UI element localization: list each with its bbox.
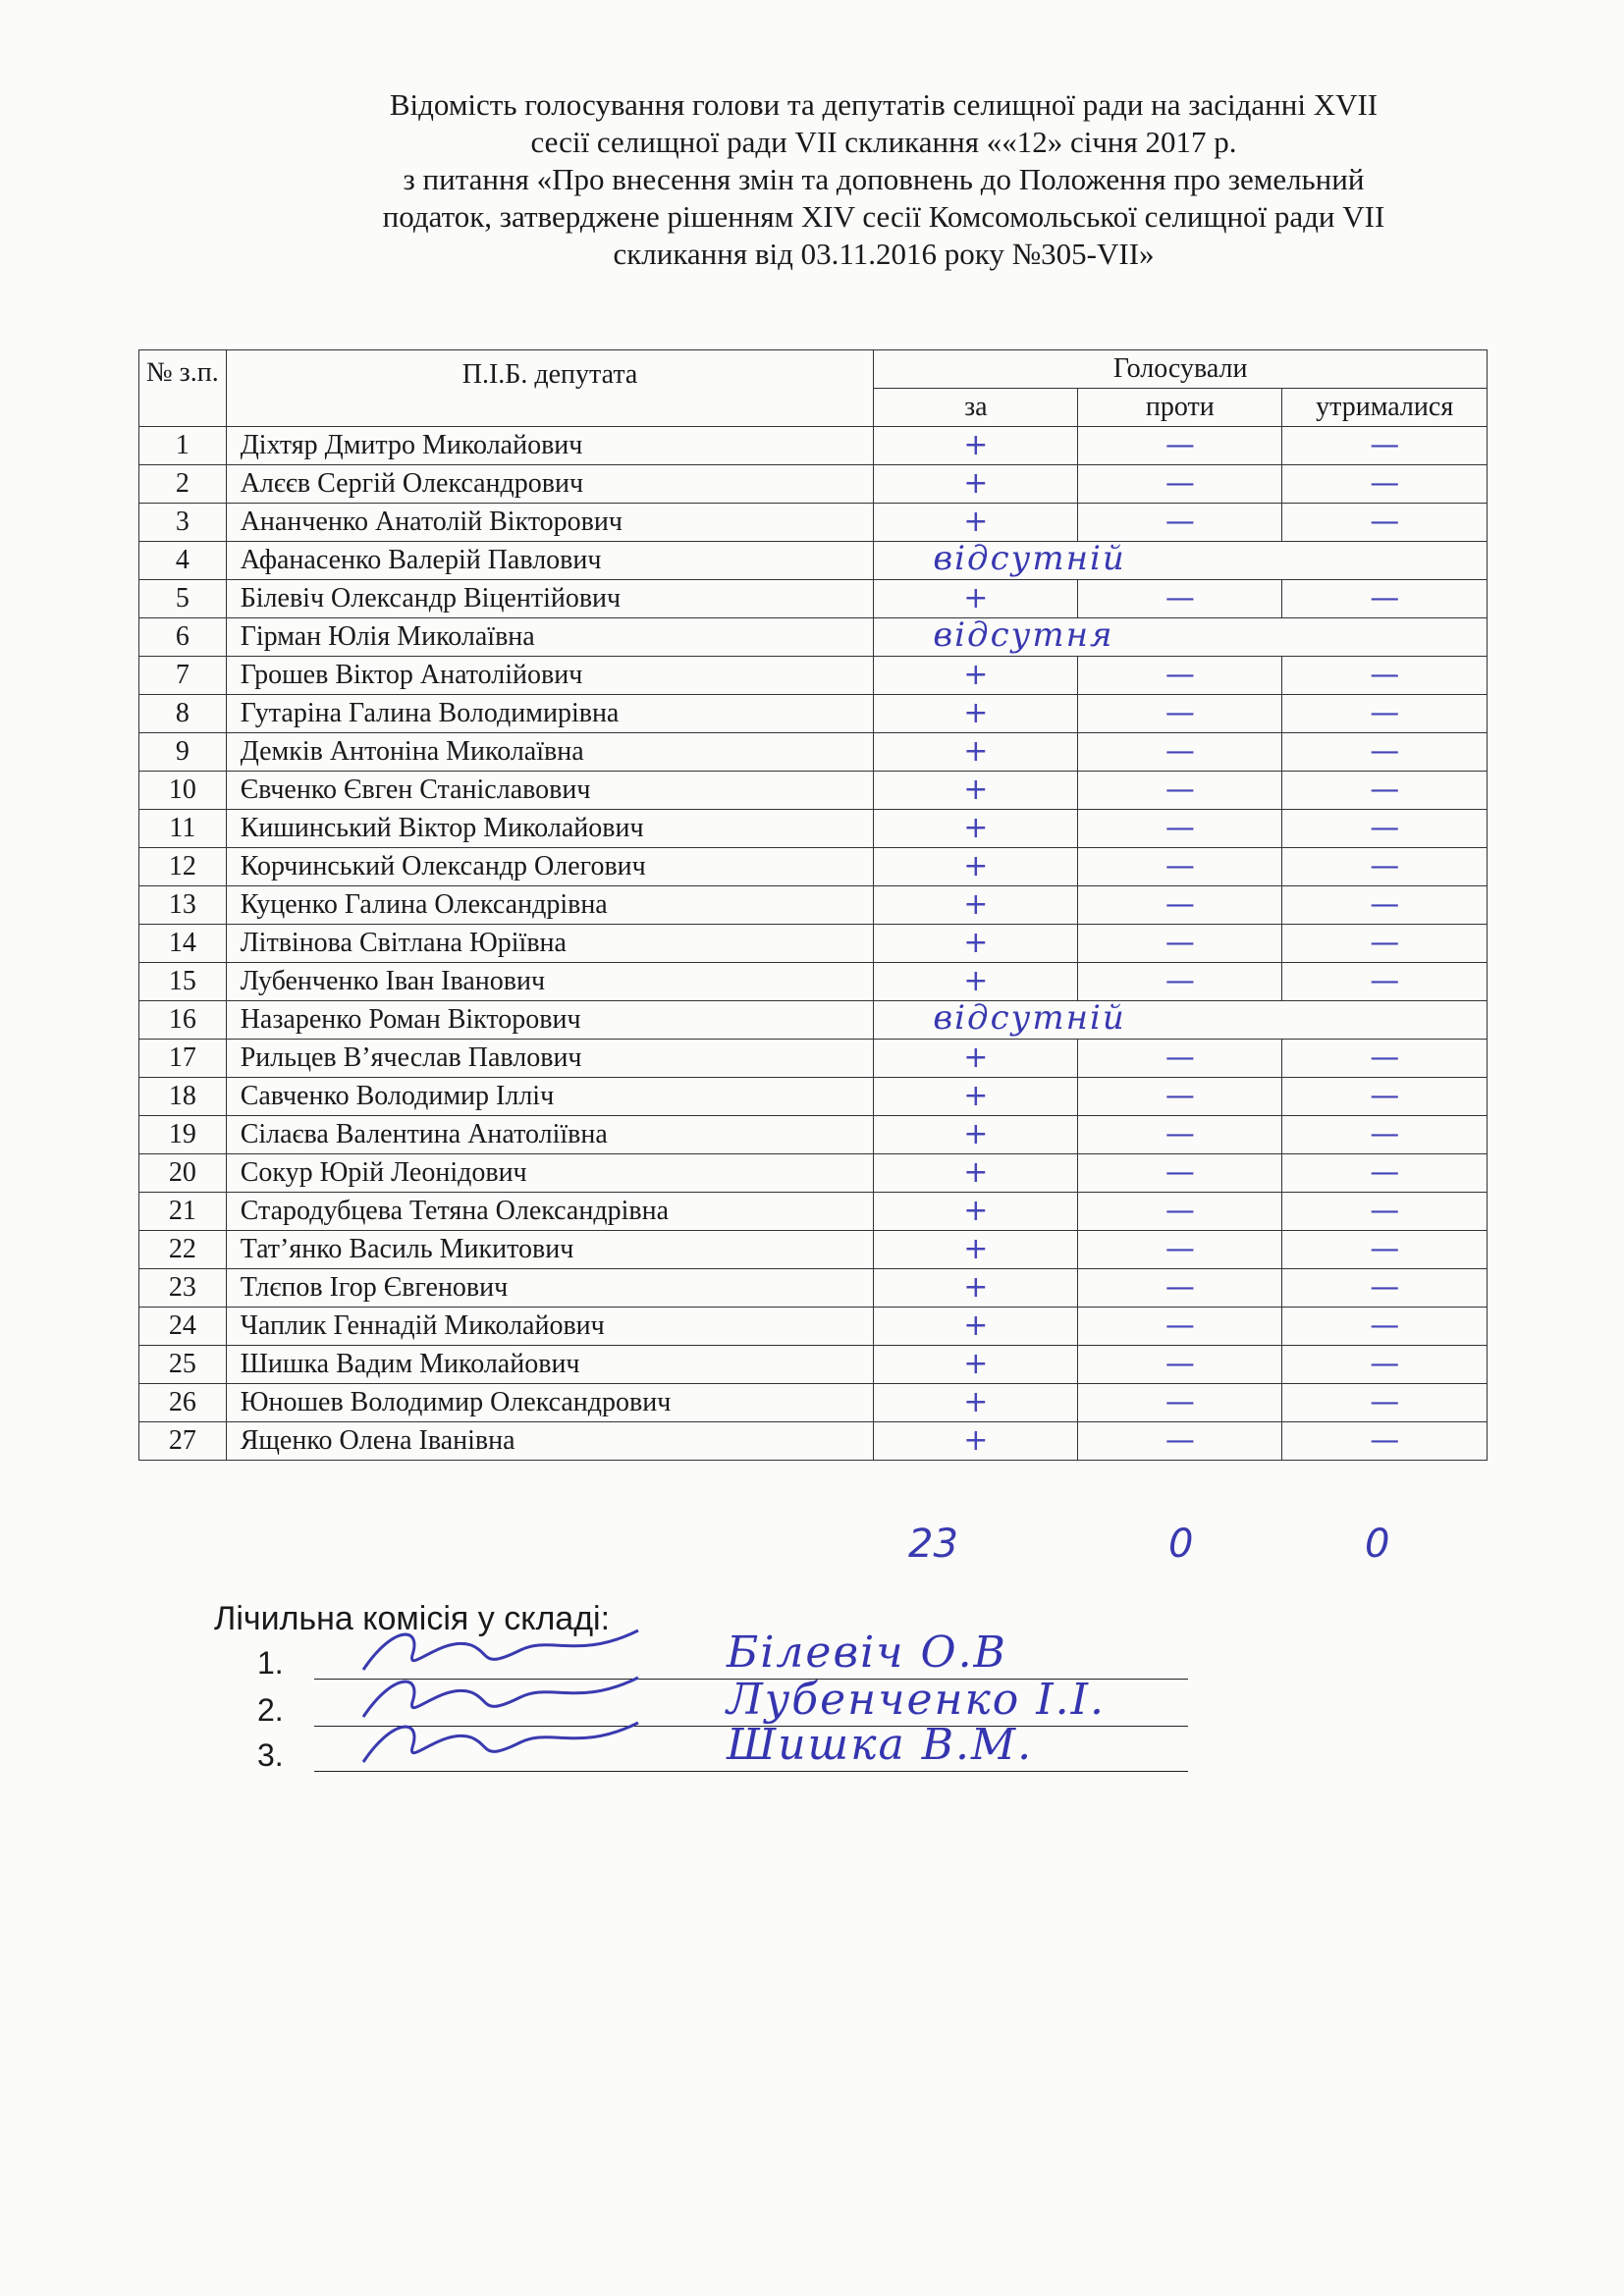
row-num: 25 <box>139 1346 227 1384</box>
vote-for-mark: + <box>874 886 1078 925</box>
deputy-name: Куценко Галина Олександрівна <box>226 886 874 925</box>
table-row <box>139 580 1488 618</box>
table-row <box>139 772 1488 810</box>
vote-against-mark: — <box>1078 1422 1282 1461</box>
absent-mark: відсутній <box>933 539 1126 578</box>
row-num: 21 <box>139 1193 227 1231</box>
commission-label: Лічильна комісія у складі: <box>214 1600 611 1637</box>
row-num: 19 <box>139 1116 227 1154</box>
vote-for-mark: + <box>874 925 1078 963</box>
row-num: 15 <box>139 963 227 1001</box>
header-for: за <box>874 389 1078 427</box>
deputy-name: Лубенченко Іван Іванович <box>226 963 874 1001</box>
vote-abstained-mark: — <box>1282 733 1488 772</box>
title-line-2: сесії селищної ради VII скликання ««12» січня 2017 р. <box>530 125 1237 159</box>
deputy-name: Ященко Олена Іванівна <box>226 1422 874 1461</box>
table-row <box>139 1078 1488 1116</box>
deputy-name: Сокур Юрій Леонідович <box>226 1154 874 1193</box>
vote-abstained-mark: — <box>1282 848 1488 886</box>
vote-abstained-mark: — <box>1282 772 1488 810</box>
vote-against-mark: — <box>1078 1384 1282 1422</box>
vote-against-mark: — <box>1078 1154 1282 1193</box>
deputy-name: Савченко Володимир Ілліч <box>226 1078 874 1116</box>
vote-for-mark: + <box>874 1078 1078 1116</box>
vote-against-mark: — <box>1078 733 1282 772</box>
deputy-name: Діхтяр Дмитро Миколайович <box>226 427 874 465</box>
header-abstained: утрималися <box>1282 389 1488 427</box>
deputy-name: Назаренко Роман Вікторович <box>226 1001 874 1040</box>
vote-for-mark: + <box>874 1193 1078 1231</box>
row-num: 17 <box>139 1040 227 1078</box>
row-num: 7 <box>139 657 227 695</box>
vote-for-mark: + <box>874 1040 1078 1078</box>
title-line-3: з питання «Про внесення змін та доповнень до Положення про земельний <box>403 162 1365 196</box>
deputy-name: Гірман Юлія Миколаївна <box>226 618 874 657</box>
deputy-name: Афанасенко Валерій Павлович <box>226 542 874 580</box>
vote-against-mark: — <box>1078 1193 1282 1231</box>
vote-against-mark: — <box>1078 1346 1282 1384</box>
deputy-name: Алєєв Сергій Олександрович <box>226 465 874 504</box>
commission-member-num: 1. <box>257 1645 284 1681</box>
vote-for-mark: + <box>874 580 1078 618</box>
vote-for-mark: + <box>874 504 1078 542</box>
absent-mark: відсутній <box>933 998 1126 1038</box>
vote-abstained-mark: — <box>1282 1384 1488 1422</box>
vote-against-mark: — <box>1078 925 1282 963</box>
vote-abstained-mark: — <box>1282 695 1488 733</box>
table-row <box>139 925 1488 963</box>
row-num: 12 <box>139 848 227 886</box>
voting-table <box>138 349 1488 1461</box>
vote-for-mark: + <box>874 772 1078 810</box>
vote-for-mark: + <box>874 733 1078 772</box>
table-row <box>139 810 1488 848</box>
vote-for-mark: + <box>874 810 1078 848</box>
header-num: № з.п. <box>139 350 227 427</box>
absent-cell <box>874 539 1488 580</box>
total-against: 0 <box>1168 1522 1194 1567</box>
vote-abstained-mark: — <box>1282 810 1488 848</box>
table-row <box>139 427 1488 465</box>
vote-against-mark: — <box>1078 1040 1282 1078</box>
table-row <box>139 1422 1488 1461</box>
table-row <box>139 618 1488 657</box>
vote-abstained-mark: — <box>1282 657 1488 695</box>
vote-for-mark: + <box>874 1269 1078 1308</box>
absent-cell <box>874 615 1488 657</box>
vote-against-mark: — <box>1078 580 1282 618</box>
row-num: 27 <box>139 1422 227 1461</box>
table-row <box>139 1308 1488 1346</box>
row-num: 3 <box>139 504 227 542</box>
vote-abstained-mark: — <box>1282 1269 1488 1308</box>
row-num: 11 <box>139 810 227 848</box>
vote-against-mark: — <box>1078 886 1282 925</box>
vote-for-mark: + <box>874 1231 1078 1269</box>
vote-against-mark: — <box>1078 504 1282 542</box>
row-num: 14 <box>139 925 227 963</box>
vote-abstained-mark: — <box>1282 1154 1488 1193</box>
table-row <box>139 695 1488 733</box>
row-num: 22 <box>139 1231 227 1269</box>
table-row <box>139 848 1488 886</box>
vote-abstained-mark: — <box>1282 925 1488 963</box>
vote-for-mark: + <box>874 657 1078 695</box>
commission-member-num: 2. <box>257 1692 284 1728</box>
vote-for-mark: + <box>874 1346 1078 1384</box>
total-abstained: 0 <box>1365 1522 1390 1567</box>
deputy-name: Грошев Віктор Анатолійович <box>226 657 874 695</box>
deputy-name: Стародубцева Тетяна Олександрівна <box>226 1193 874 1231</box>
vote-abstained-mark: — <box>1282 1231 1488 1269</box>
row-num: 4 <box>139 542 227 580</box>
table-row <box>139 1193 1488 1231</box>
deputy-name: Літвінова Світлана Юріївна <box>226 925 874 963</box>
row-num: 8 <box>139 695 227 733</box>
voting-table-body <box>139 427 1488 1461</box>
absent-cell <box>874 998 1488 1040</box>
deputy-name: Юношев Володимир Олександрович <box>226 1384 874 1422</box>
row-num: 24 <box>139 1308 227 1346</box>
table-row <box>139 1231 1488 1269</box>
vote-for-mark: + <box>874 427 1078 465</box>
document-title <box>216 86 1551 273</box>
table-row <box>139 1384 1488 1422</box>
row-num: 5 <box>139 580 227 618</box>
vote-against-mark: — <box>1078 1308 1282 1346</box>
table-row <box>139 465 1488 504</box>
deputy-name: Чаплик Геннадій Миколайович <box>226 1308 874 1346</box>
absent-mark: відсутня <box>933 615 1114 655</box>
table-row <box>139 886 1488 925</box>
deputy-name: Рильцев В’ячеслав Павлович <box>226 1040 874 1078</box>
header-against: проти <box>1078 389 1282 427</box>
deputy-name: Тлєпов Ігор Євгенович <box>226 1269 874 1308</box>
vote-against-mark: — <box>1078 1269 1282 1308</box>
title-line-4: податок, затверджене рішенням XIV сесії Комсомольської селищної ради VII <box>382 199 1385 234</box>
title-line-1: Відомість голосування голови та депутатів селищної ради на засіданні XVII <box>389 87 1379 122</box>
title-line-5: скликання від 03.11.2016 року №305-VII» <box>613 237 1155 271</box>
deputy-name: Сілаєва Валентина Анатоліївна <box>226 1116 874 1154</box>
deputy-name: Гутаріна Галина Володимирівна <box>226 695 874 733</box>
table-row <box>139 542 1488 580</box>
vote-against-mark: — <box>1078 1231 1282 1269</box>
vote-against-mark: — <box>1078 848 1282 886</box>
vote-against-mark: — <box>1078 427 1282 465</box>
deputy-name: Ананченко Анатолій Вікторович <box>226 504 874 542</box>
vote-against-mark: — <box>1078 963 1282 1001</box>
table-row <box>139 504 1488 542</box>
vote-for-mark: + <box>874 1384 1078 1422</box>
row-num: 9 <box>139 733 227 772</box>
signature-scribble-icon <box>353 1708 648 1777</box>
vote-abstained-mark: — <box>1282 1346 1488 1384</box>
row-num: 1 <box>139 427 227 465</box>
table-row <box>139 1001 1488 1040</box>
deputy-name: Корчинський Олександр Олегович <box>226 848 874 886</box>
header-name: П.І.Б. депутата <box>226 350 874 427</box>
vote-abstained-mark: — <box>1282 427 1488 465</box>
commission-member-name: Шишка В.М. <box>727 1720 1034 1770</box>
vote-against-mark: — <box>1078 772 1282 810</box>
table-row <box>139 657 1488 695</box>
vote-abstained-mark: — <box>1282 580 1488 618</box>
row-num: 20 <box>139 1154 227 1193</box>
vote-against-mark: — <box>1078 657 1282 695</box>
deputy-name: Тат’янко Василь Микитович <box>226 1231 874 1269</box>
vote-against-mark: — <box>1078 1116 1282 1154</box>
total-for: 23 <box>908 1522 958 1567</box>
deputy-name: Демків Антоніна Миколаївна <box>226 733 874 772</box>
vote-for-mark: + <box>874 1154 1078 1193</box>
vote-abstained-mark: — <box>1282 963 1488 1001</box>
row-num: 26 <box>139 1384 227 1422</box>
row-num: 16 <box>139 1001 227 1040</box>
vote-against-mark: — <box>1078 465 1282 504</box>
vote-for-mark: + <box>874 963 1078 1001</box>
table-row <box>139 963 1488 1001</box>
vote-abstained-mark: — <box>1282 1078 1488 1116</box>
vote-abstained-mark: — <box>1282 465 1488 504</box>
deputy-name: Євченко Євген Станіславович <box>226 772 874 810</box>
table-row <box>139 733 1488 772</box>
row-num: 23 <box>139 1269 227 1308</box>
table-row <box>139 1269 1488 1308</box>
vote-for-mark: + <box>874 465 1078 504</box>
vote-for-mark: + <box>874 1308 1078 1346</box>
row-num: 18 <box>139 1078 227 1116</box>
vote-for-mark: + <box>874 1116 1078 1154</box>
vote-abstained-mark: — <box>1282 1116 1488 1154</box>
deputy-name: Кишинський Віктор Миколайович <box>226 810 874 848</box>
deputy-name: Білевіч Олександр Віцентійович <box>226 580 874 618</box>
row-num: 10 <box>139 772 227 810</box>
vote-abstained-mark: — <box>1282 1308 1488 1346</box>
table-row <box>139 1040 1488 1078</box>
vote-abstained-mark: — <box>1282 504 1488 542</box>
vote-abstained-mark: — <box>1282 1040 1488 1078</box>
row-num: 2 <box>139 465 227 504</box>
commission-member-name: Білевіч О.В <box>727 1628 1007 1678</box>
vote-for-mark: + <box>874 1422 1078 1461</box>
vote-for-mark: + <box>874 695 1078 733</box>
table-row <box>139 1154 1488 1193</box>
deputy-name: Шишка Вадим Миколайович <box>226 1346 874 1384</box>
commission-member-name: Лубенченко І.І. <box>727 1675 1106 1725</box>
row-num: 6 <box>139 618 227 657</box>
row-num: 13 <box>139 886 227 925</box>
table-row <box>139 1346 1488 1384</box>
commission-member-num: 3. <box>257 1737 284 1773</box>
vote-against-mark: — <box>1078 695 1282 733</box>
table-row <box>139 1116 1488 1154</box>
vote-against-mark: — <box>1078 1078 1282 1116</box>
vote-abstained-mark: — <box>1282 1422 1488 1461</box>
vote-abstained-mark: — <box>1282 1193 1488 1231</box>
vote-against-mark: — <box>1078 810 1282 848</box>
vote-for-mark: + <box>874 848 1078 886</box>
header-voted: Голосували <box>874 350 1488 389</box>
vote-abstained-mark: — <box>1282 886 1488 925</box>
